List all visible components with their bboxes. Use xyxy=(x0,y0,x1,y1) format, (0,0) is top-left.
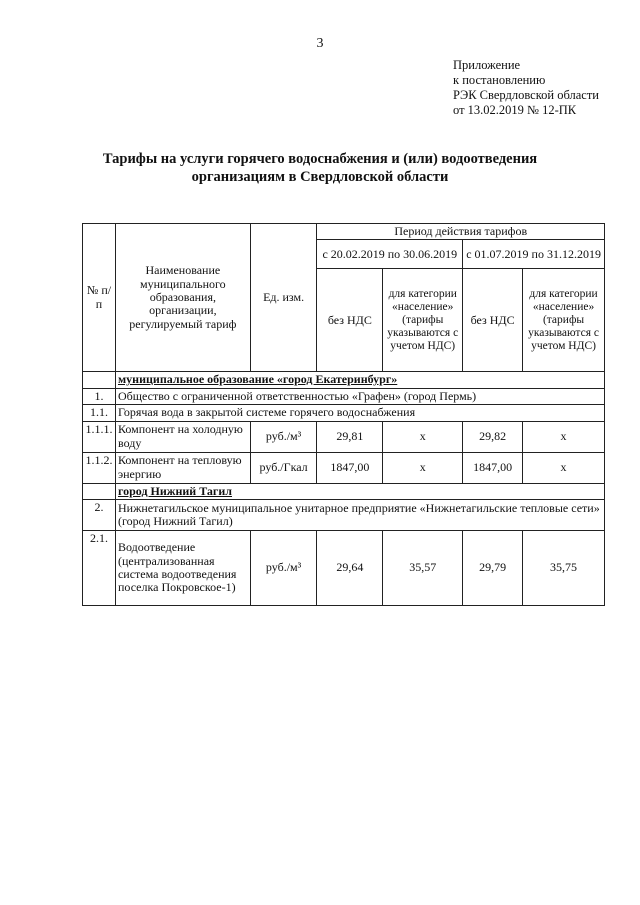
appendix-line: РЭК Свердловской области xyxy=(453,88,599,102)
tariff-table xyxy=(82,223,605,606)
header-row xyxy=(83,224,605,240)
title-line: Тарифы на услуги горячего водоснабжения и (или) водоотведения xyxy=(102,151,538,167)
value-cell: 35,57 xyxy=(383,531,463,606)
table-row xyxy=(83,388,605,404)
document-title xyxy=(0,150,640,186)
header-period-1: с 20.02.2019 по 30.06.2019 xyxy=(317,240,463,269)
value-cell: х xyxy=(383,452,463,483)
table-row xyxy=(83,531,605,606)
row-number: 1.1.1. xyxy=(83,421,116,452)
value-cell: 35,75 xyxy=(523,531,605,606)
unit-cell: руб./Гкал xyxy=(250,452,317,483)
value-cell: 29,81 xyxy=(317,421,383,452)
value-cell: 29,82 xyxy=(463,421,523,452)
appendix-line: к постановлению xyxy=(453,73,546,87)
header-name: Наименование муниципального образования, организации, регулируемый тариф xyxy=(115,224,250,372)
service-name: Водоотведение (централизованная система водоотведения поселка Покровское-1) xyxy=(115,531,250,606)
page-number: 3 xyxy=(316,36,324,51)
header-num: № п/п xyxy=(83,224,116,372)
value-cell: х xyxy=(523,452,605,483)
unit-cell: руб./м³ xyxy=(250,421,317,452)
table-row xyxy=(83,500,605,531)
row-number: 2. xyxy=(83,500,116,531)
table-row xyxy=(83,405,605,421)
organization-name: Общество с ограниченной ответственностью «Графен» (город Пермь) xyxy=(115,388,604,404)
unit-cell: руб./м³ xyxy=(250,531,317,606)
section-row xyxy=(83,483,605,499)
value-cell: х xyxy=(523,421,605,452)
table-cell xyxy=(83,483,116,499)
table-row xyxy=(83,452,605,483)
row-number: 1. xyxy=(83,388,116,404)
appendix-note xyxy=(453,58,599,118)
section-row xyxy=(83,372,605,388)
component-name: Компонент на тепловую энергию xyxy=(115,452,250,483)
header-population: для категории «население» (тарифы указываются с учетом НДС) xyxy=(383,269,463,372)
header-population: для категории «население» (тарифы указываются с учетом НДС) xyxy=(523,269,605,372)
appendix-line: от 13.02.2019 № 12-ПК xyxy=(453,103,577,117)
header-period: Период действия тарифов xyxy=(317,224,605,240)
table-row xyxy=(83,421,605,452)
value-cell: 1847,00 xyxy=(317,452,383,483)
title-line: организациям в Свердловской области xyxy=(191,169,449,185)
header-period-2: с 01.07.2019 по 31.12.2019 xyxy=(463,240,605,269)
table-cell xyxy=(83,372,116,388)
tariff-name: Горячая вода в закрытой системе горячего водоснабжения xyxy=(115,405,604,421)
row-number: 2.1. xyxy=(83,531,116,606)
row-number: 1.1. xyxy=(83,405,116,421)
value-cell: 29,79 xyxy=(463,531,523,606)
value-cell: х xyxy=(383,421,463,452)
value-cell: 29,64 xyxy=(317,531,383,606)
appendix-line: Приложение xyxy=(453,58,521,72)
component-name: Компонент на холодную воду xyxy=(115,421,250,452)
section-title: город Нижний Тагил xyxy=(117,483,233,498)
value-cell: 1847,00 xyxy=(463,452,523,483)
organization-name: Нижнетагильское муниципальное унитарное предприятие «Нижнетагильские тепловые сети» (город Нижний Тагил) xyxy=(115,500,604,531)
header-no-vat: без НДС xyxy=(317,269,383,372)
header-no-vat: без НДС xyxy=(463,269,523,372)
header-unit: Ед. изм. xyxy=(250,224,317,372)
section-title: муниципальное образование «город Екатеринбург» xyxy=(117,372,398,387)
row-number: 1.1.2. xyxy=(83,452,116,483)
